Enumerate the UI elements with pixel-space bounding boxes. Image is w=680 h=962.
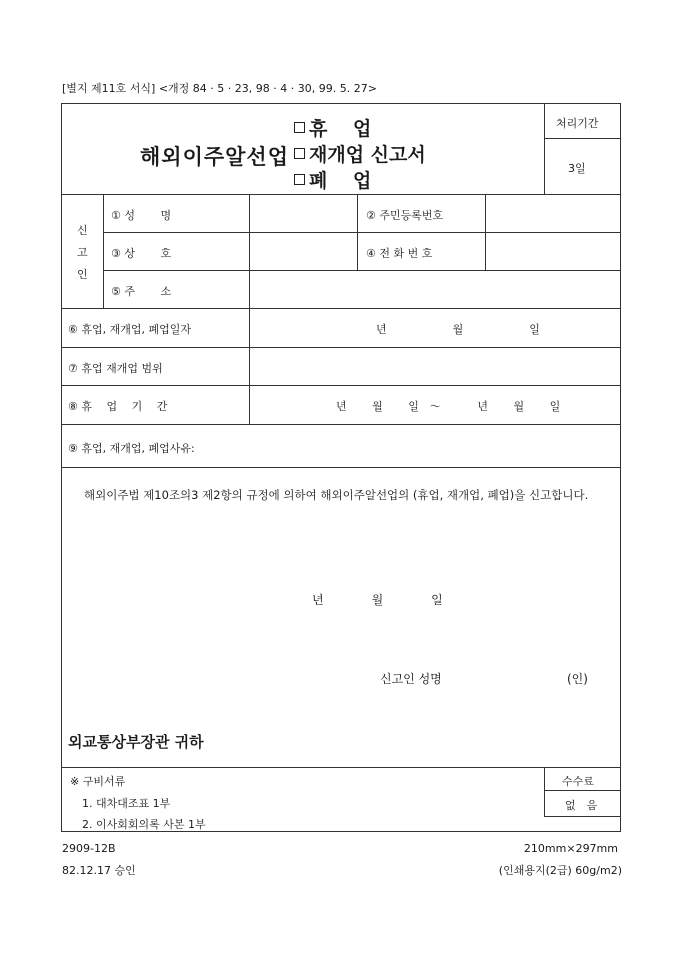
signer-name-label: 신고인 성명	[380, 672, 442, 686]
applicant-mid-line	[357, 194, 358, 270]
checkbox-suspend[interactable]	[294, 122, 305, 133]
option-close: 폐 업	[294, 166, 371, 193]
form-header-note: [별지 제11호 서식] <개정 84 · 5 · 23, 98 · 4 · 30, 99. 5. 27>	[62, 82, 377, 95]
option-resume: 재개업 신고서	[294, 140, 426, 167]
applicant-label-line	[249, 194, 250, 308]
fee-value: 없 음	[565, 799, 598, 812]
rows-label-line	[249, 308, 250, 424]
row8-bottom-line	[61, 424, 621, 425]
required-doc-2: 2. 이사회회의록 사본 1부	[82, 818, 206, 831]
fee-bottom-line	[544, 816, 620, 817]
applicant-group-line	[103, 194, 104, 308]
option-suspend: 휴 업	[294, 114, 371, 141]
scope-field[interactable]	[251, 349, 618, 384]
fee-label: 수수료	[562, 775, 594, 788]
row9-bottom-line	[61, 467, 621, 468]
processing-period-label: 처리기간	[556, 117, 599, 130]
phone-label: ④ 전 화 번 호	[366, 247, 433, 260]
date-label: ⑥ 휴업, 재개업, 폐업일자	[68, 323, 191, 336]
approval-date: 82.12.17 승인	[62, 864, 136, 877]
trade-name-field[interactable]	[251, 234, 355, 269]
form-title-main: 해외이주알선업	[140, 144, 290, 169]
fee-divider-vertical	[544, 767, 545, 817]
applicant-bottom-line	[61, 308, 621, 309]
border-top	[61, 103, 621, 104]
phone-field[interactable]	[487, 234, 618, 269]
statement-text: 해외이주법 제10조의3 제2항의 규정에 의하여 해외이주알선업의 (휴업, 재개업, 폐업)을 신고합니다.	[84, 488, 589, 502]
address-field[interactable]	[251, 272, 618, 307]
title-bottom-line	[61, 194, 621, 195]
applicant-group-char-3: 인	[77, 268, 88, 281]
period-label: ⑧ 휴 업 기 간	[68, 400, 168, 413]
seal-mark: (인)	[567, 672, 588, 686]
name-label: ① 성 명	[111, 209, 172, 222]
applicant-group-char-2: 고	[77, 246, 88, 259]
checkbox-resume[interactable]	[294, 148, 305, 159]
name-field[interactable]	[251, 196, 355, 231]
checkbox-close[interactable]	[294, 174, 305, 185]
scope-label: ⑦ 휴업 재개업 범위	[68, 362, 163, 375]
statement-date[interactable]: 년 월 일	[312, 593, 443, 607]
addressee: 외교통상부장관 귀하	[68, 733, 204, 751]
processing-period-value: 3일	[568, 162, 586, 175]
required-doc-1: 1. 대차대조표 1부	[82, 797, 171, 810]
period-field[interactable]: 년 월 일 ～ 년 월 일	[336, 400, 561, 413]
trade-name-label: ③ 상 호	[111, 247, 172, 260]
title-divider-vertical	[544, 103, 545, 194]
documents-top-line	[61, 767, 621, 768]
date-field[interactable]: 년 월 일	[376, 323, 540, 336]
paper-size: 210mm×297mm	[523, 842, 618, 855]
applicant-row1-line	[103, 232, 621, 233]
form-code: 2909-12B	[62, 842, 116, 855]
applicant-right-line	[485, 194, 486, 270]
required-docs-heading: ※ 구비서류	[70, 775, 126, 788]
paper-spec: (인쇄용지(2급) 60g/m2)	[498, 864, 622, 877]
rrn-field[interactable]	[487, 196, 618, 231]
rrn-label: ② 주민등록번호	[366, 209, 444, 222]
fee-divider-horizontal	[544, 790, 620, 791]
reason-label: ⑨ 휴업, 재개업, 폐업사유:	[68, 442, 195, 455]
row6-bottom-line	[61, 347, 621, 348]
processing-divider	[544, 138, 620, 139]
applicant-row2-line	[103, 270, 621, 271]
address-label: ⑤ 주 소	[111, 285, 172, 298]
row7-bottom-line	[61, 385, 621, 386]
applicant-group-char-1: 신	[77, 224, 88, 237]
